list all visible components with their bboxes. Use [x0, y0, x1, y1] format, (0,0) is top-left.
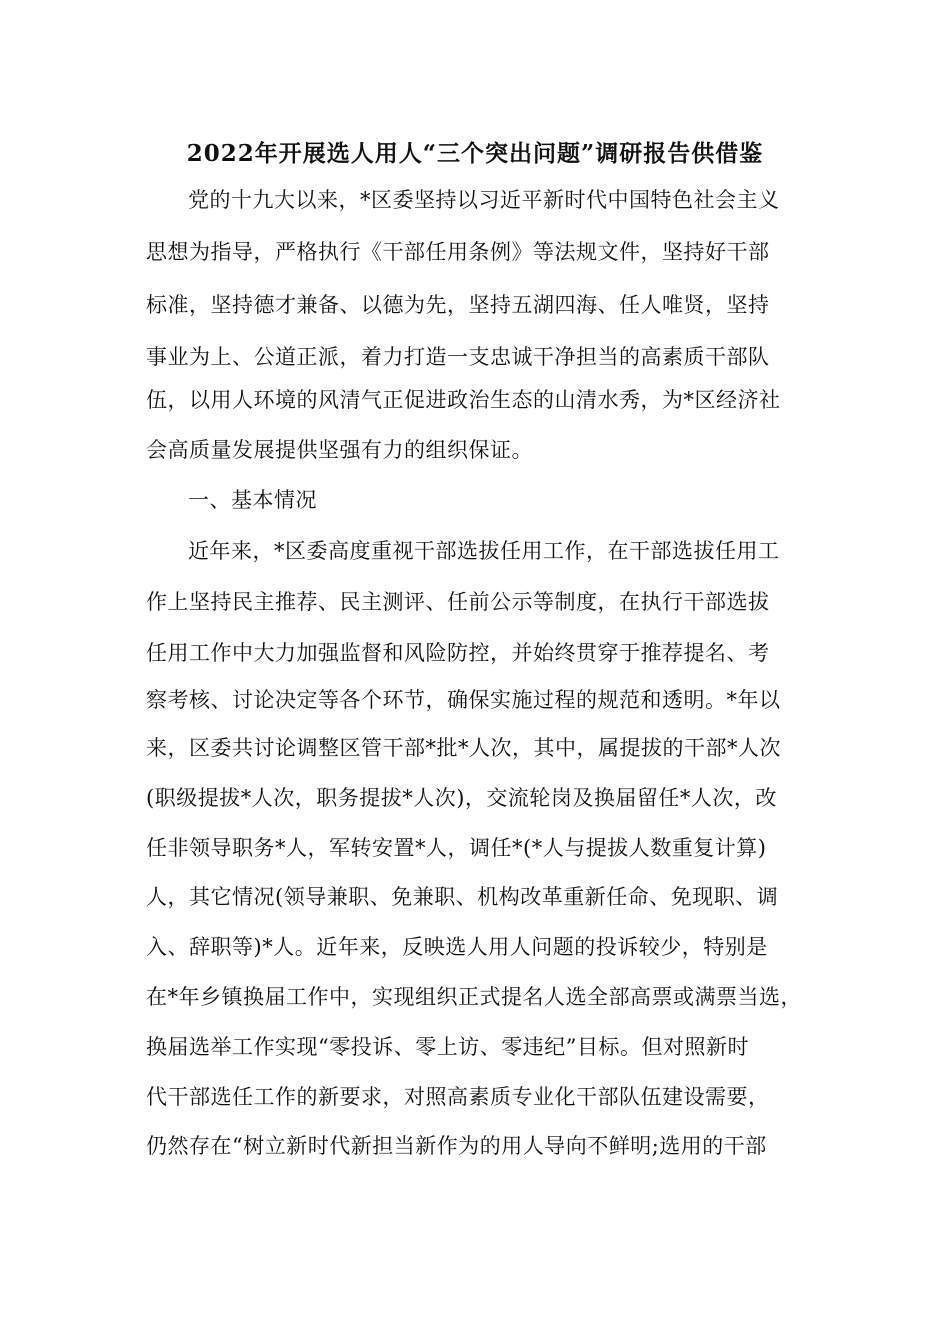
paragraph-line: 仍然存在“树立新时代新担当新作为的用人导向不鲜明;选用的干部 [146, 1134, 767, 1158]
paragraph-line: 来，区委共讨论调整区管干部*批*人次，其中，属提拔的干部*人次 [146, 736, 781, 760]
paragraph-line: 党的十九大以来，*区委坚持以习近平新时代中国特色社会主义 [188, 188, 780, 212]
paragraph-line: 近年来，*区委高度重视干部选拔任用工作，在干部选拔任用工 [188, 539, 780, 563]
paragraph-line: 任非领导职务*人，军转安置*人，调任*(*人与提拔人数重复计算) [146, 836, 767, 860]
paragraph-line: 任用工作中大力加强监督和风险防控，并始终贯穿于推荐提名、考 [146, 641, 770, 665]
paragraph-line: 察考核、讨论决定等各个环节，确保实施过程的规范和透明。*年以 [146, 688, 781, 712]
paragraph-line: 伍，以用人环境的风清气正促进政治生态的山清水秀，为*区经济社 [146, 388, 781, 412]
paragraph-line: 换届选举工作实现“零投诉、零上访、零违纪”目标。但对照新时 [146, 1035, 749, 1059]
paragraph-line: 在*年乡镇换届工作中，实现组织正式提名人选全部高票或满票当选， [146, 985, 802, 1009]
paragraph-line: 标准，坚持德才兼备、以德为先，坚持五湖四海、任人唯贤，坚持 [146, 293, 770, 317]
paragraph-line: 思想为指导，严格执行《干部任用条例》等法规文件，坚持好干部 [146, 240, 770, 264]
document-title: 2022年开展选人用人“三个突出问题”调研报告供借鉴 [186, 140, 764, 167]
paragraph-line: 代干部选任工作的新要求，对照高素质专业化干部队伍建设需要， [146, 1085, 770, 1109]
section-heading: 一、基本情况 [188, 488, 317, 512]
paragraph-line: (职级提拔*人次，职务提拔*人次)，交流轮岗及换届留任*人次，改 [146, 786, 777, 810]
paragraph-line: 入、辞职等)*人。近年来，反映选人用人问题的投诉较少，特别是 [146, 935, 768, 959]
paragraph-line: 人，其它情况(领导兼职、免兼职、机构改革重新任命、免现职、调 [146, 885, 779, 909]
paragraph-line: 作上坚持民主推荐、民主测评、任前公示等制度，在执行干部选拔 [146, 590, 770, 614]
paragraph-line: 事业为上、公道正派，着力打造一支忠诚干净担当的高素质干部队 [146, 345, 770, 369]
paragraph-line: 会高质量发展提供坚强有力的组织保证。 [146, 438, 533, 462]
